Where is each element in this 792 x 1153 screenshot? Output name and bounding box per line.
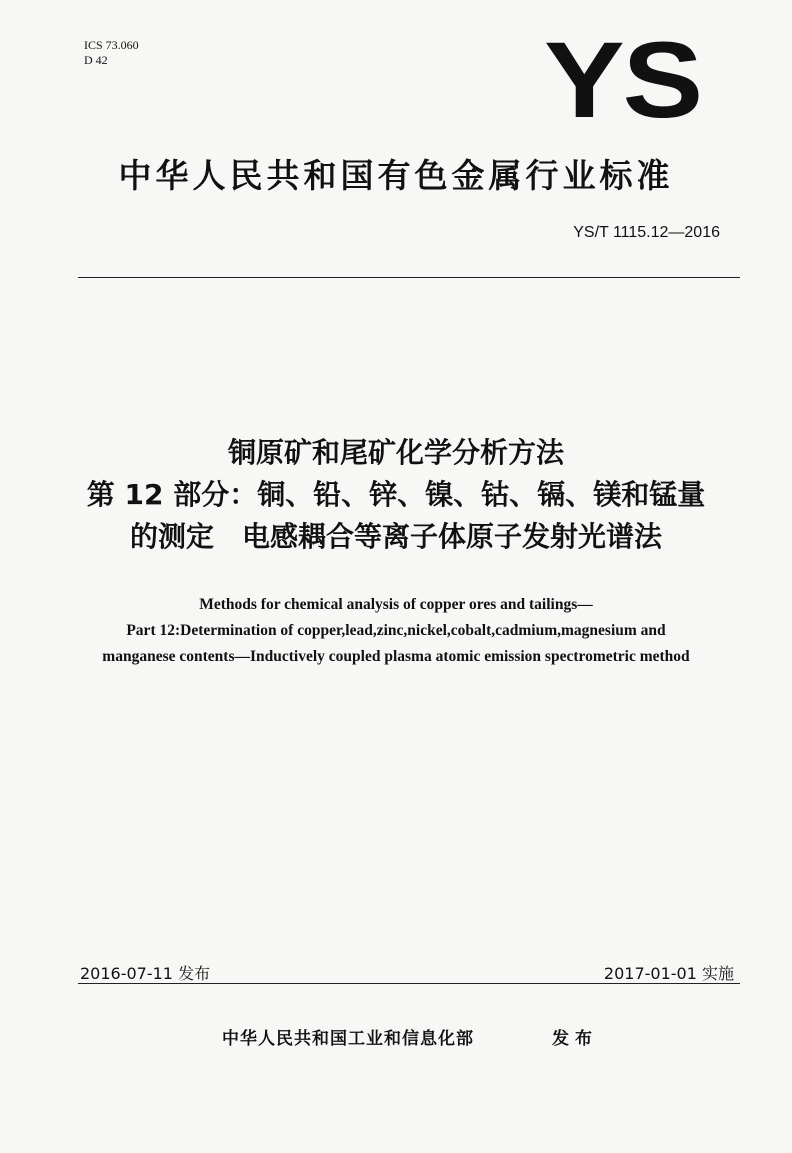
chinese-title-line-1: 铜原矿和尾矿化学分析方法 [227, 436, 564, 469]
ccs-code: D 42 [84, 53, 108, 67]
standard-code: YS/T 1115.12—2016 [573, 224, 720, 241]
chinese-title-line-2: 第 12 部分：铜、铅、锌、镍、钴、镉、镁和锰量 [86, 478, 706, 511]
top-divider [78, 277, 740, 278]
english-title-line-3: manganese contents—Inductively coupled plasma atomic emission spectrometric method [102, 648, 690, 665]
issue-date: 2016-07-11 发布 [80, 964, 211, 983]
publish-label: 发布 [552, 1029, 598, 1049]
ics-code: ICS 73.060 [84, 38, 139, 52]
english-title-line-1: Methods for chemical analysis of copper ores and tailings— [199, 596, 593, 613]
chinese-title [0, 432, 792, 558]
bottom-divider [78, 983, 740, 984]
classification-codes [84, 38, 139, 68]
standard-category: 中华人民共和国有色金属行业标准 [118, 156, 674, 195]
ys-logo: YS [544, 19, 701, 140]
chinese-title-line-3: 的测定 电感耦合等离子体原子发射光谱法 [129, 520, 662, 553]
english-title [0, 592, 792, 670]
publisher: 中华人民共和国工业和信息化部 [222, 1029, 474, 1049]
english-title-line-2: Part 12:Determination of copper,lead,zinc,nickel,cobalt,cadmium,magnesium and [126, 622, 666, 639]
implementation-date: 2017-01-01 实施 [603, 964, 734, 983]
